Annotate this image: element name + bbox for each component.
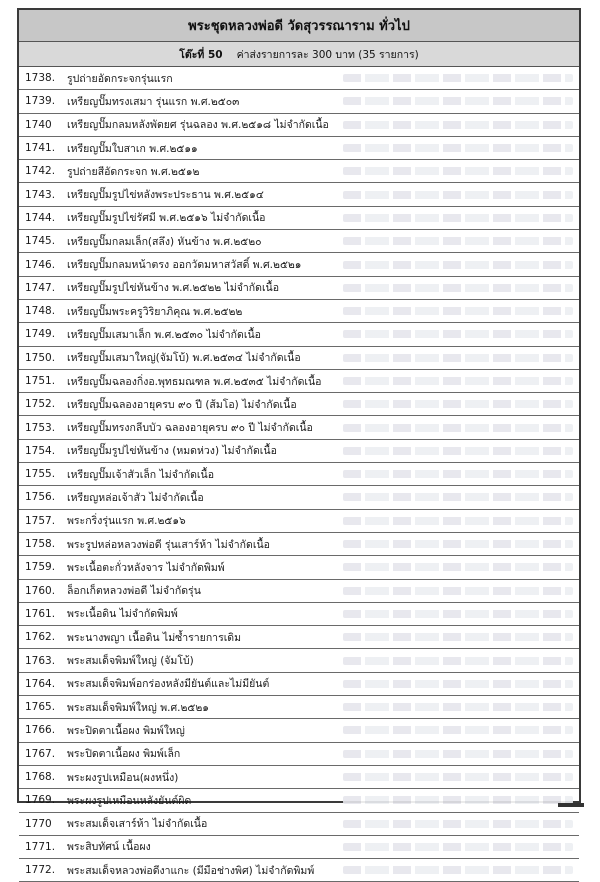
item-description: พระปิดตาเนื้อผง พิมพ์เล็ก: [67, 748, 181, 761]
item-description: เหรียญหล่อเจ้าสัว ไม่จำกัดเนื้อ: [67, 491, 204, 504]
item-rows: [19, 67, 579, 882]
table-row: [19, 323, 579, 346]
item-description: เหรียญปั๊มเสมาใหญ่(จัมโบ้) พ.ศ.๒๕๓๔ ไม่จำกัดเนื้อ: [67, 352, 301, 365]
item-description: พระผงรูปเหมือนหลังยันต์ผิด: [67, 794, 192, 807]
item-number: 1753.: [25, 421, 56, 434]
item-number: 1771.: [25, 840, 56, 853]
table-row: [19, 743, 579, 766]
table-row: [19, 859, 579, 882]
item-number: 1772.: [25, 864, 56, 877]
bleed-through-text: [343, 493, 573, 501]
item-number: 1766.: [25, 724, 56, 737]
item-number: 1745.: [25, 235, 56, 248]
bleed-through-text: [343, 563, 573, 571]
table-row: [19, 580, 579, 603]
table-row: [19, 766, 579, 789]
bleed-through-text: [343, 144, 573, 152]
table-row: [19, 207, 579, 230]
item-number: 1750.: [25, 351, 56, 364]
bleed-through-text: [343, 447, 573, 455]
table-title-bar: [19, 10, 579, 42]
bleed-through-text: [343, 820, 573, 828]
item-description: พระสมเด็จพิมพ์อกร่องหลังมียันต์และไม่มียันต์: [67, 678, 270, 691]
item-number: 1742.: [25, 165, 56, 178]
table-row: [19, 160, 579, 183]
item-description: พระผงรูปเหมือน(ผงหนึ่ง): [67, 771, 179, 784]
item-description: เหรียญปั๊มฉลองกิ่งอ.พุทธมณฑล พ.ศ.๒๕๓๕ ไม่จำกัดเนื้อ: [67, 375, 322, 388]
item-number: 1739.: [25, 95, 56, 108]
bleed-through-text: [343, 540, 573, 548]
item-description: พระปิดตาเนื้อผง พิมพ์ใหญ่: [67, 724, 185, 737]
bleed-through-text: [343, 843, 573, 851]
item-number: 1757.: [25, 514, 56, 527]
table-row: [19, 393, 579, 416]
item-number: 1749.: [25, 328, 56, 341]
item-number: 1768.: [25, 771, 56, 784]
table-row: [19, 510, 579, 533]
item-number: 1751.: [25, 375, 56, 387]
table-row: [19, 90, 579, 113]
item-description: เหรียญปั๊มกลมเล็ก(สลึง) หันข้าง พ.ศ.๒๕๒๐: [67, 235, 262, 248]
table-row: [19, 370, 579, 393]
item-description: เหรียญปั๊มเสมาเล็ก พ.ศ.๒๕๓๐ ไม่จำกัดเนื้อ: [67, 328, 261, 341]
item-description: รูปถ่ายอัดกระจกรุ่นแรก: [67, 72, 173, 85]
item-number: 1752.: [25, 398, 56, 411]
table-row: [19, 253, 579, 276]
bleed-through-text: [343, 633, 573, 641]
item-description: เหรียญปั๊มฉลองอายุครบ ๙๐ ปี (ส้มโอ) ไม่จำกัดเนื้อ: [67, 398, 297, 411]
item-description: พระสมเด็จพิมพ์ใหญ่ (จัมโบ้): [67, 655, 194, 668]
bleed-through-text: [343, 657, 573, 665]
item-number: 1759.: [25, 561, 56, 574]
item-number: 1767.: [25, 747, 56, 760]
bleed-through-text: [343, 214, 573, 222]
bleed-through-text: [343, 796, 573, 804]
bleed-through-text: [343, 610, 573, 618]
lot-label: โต๊ะที่ 50: [179, 48, 223, 61]
item-number: 1764.: [25, 677, 56, 690]
lot-info: ค่าส่งรายการละ 300 บาท (35 รายการ): [236, 48, 419, 61]
bleed-through-text: [343, 261, 573, 269]
item-number: 1765.: [25, 701, 56, 714]
item-number: 1755.: [25, 468, 56, 481]
table-row: [19, 813, 579, 836]
item-number: 1761.: [25, 607, 56, 620]
item-number: 1762.: [25, 631, 56, 644]
item-description: พระเนื้อตะกั่วหลังจาร ไม่จำกัดพิมพ์: [67, 561, 225, 574]
item-description: พระสมเด็จพิมพ์ใหญ่ พ.ศ.๒๕๒๑: [67, 701, 209, 714]
bleed-through-text: [343, 587, 573, 595]
table-row: [19, 347, 579, 370]
table-row: [19, 486, 579, 509]
item-description: พระนางพญา เนื้อดิน ไม่ซ้ำรายการเดิม: [67, 631, 242, 644]
table-row: [19, 789, 579, 812]
item-number: 1741.: [25, 142, 56, 155]
item-description: เหรียญปั๊มรูปไข่รัศมี พ.ศ.๒๕๑๖ ไม่จำกัดเนื้อ: [67, 212, 266, 225]
item-description: เหรียญปั๊มเจ้าสัวเล็ก ไม่จำกัดเนื้อ: [67, 468, 214, 481]
item-number: 1763.: [25, 654, 56, 667]
table-row: [19, 67, 579, 90]
item-description: เหรียญปั๊มรูปไข่หันข้าง พ.ศ.๒๕๒๒ ไม่จำกัดเนื้อ: [67, 282, 280, 295]
item-number: 1770: [25, 817, 52, 830]
bleed-through-text: [343, 470, 573, 478]
bleed-through-text: [343, 237, 573, 245]
item-description: เหรียญปั๊มพระครูวิริยาภิคุณ พ.ศ.๒๕๒๒: [67, 305, 243, 318]
item-description: เหรียญปั๊มทรงกลีบบัว ฉลองอายุครบ ๙๐ ปี ไม่จำกัดเนื้อ: [67, 422, 313, 435]
item-number: 1743.: [25, 188, 56, 201]
item-description: พระกริ่งรุ่นแรก พ.ศ.๒๕๑๖: [67, 515, 186, 528]
bleed-through-text: [343, 773, 573, 781]
bleed-through-text: [343, 74, 573, 82]
bleed-through-text: [343, 330, 573, 338]
table-row: [19, 300, 579, 323]
table-row: [19, 719, 579, 742]
bleed-through-text: [343, 703, 573, 711]
item-number: 1740: [25, 118, 52, 131]
auction-list-table: [17, 8, 581, 877]
item-description: เหรียญปั๊มกลมหน้าตรง ออกวัดมหาสวัสดิ์ พ.ศ.๒๕๒๑: [67, 259, 302, 272]
bleed-through-text: [343, 354, 573, 362]
table-row: [19, 230, 579, 253]
item-number: 1769.: [25, 794, 56, 807]
table-title: พระชุดหลวงพ่อดี วัดสุวรรณาราม ทั่วไป: [188, 19, 410, 34]
bleed-through-text: [343, 750, 573, 758]
item-number: 1754.: [25, 444, 56, 457]
bleed-through-text: [343, 424, 573, 432]
table-row: [19, 137, 579, 160]
table-row: [19, 416, 579, 439]
item-description: พระรูปหล่อหลวงพ่อดี รุ่นเสาร์ห้า ไม่จำกัดเนื้อ: [67, 538, 270, 551]
item-description: เหรียญปั๊มทรงเสมา รุ่นแรก พ.ศ.๒๕๐๓: [67, 95, 240, 108]
item-description: พระสมเด็จหลวงพ่อดีงาแกะ (มีมือช่างพิศ) ไม่จำกัดพิมพ์: [67, 864, 315, 877]
item-description: พระสมเด็จเสาร์ห้า ไม่จำกัดเนื้อ: [67, 818, 208, 831]
table-row: [19, 626, 579, 649]
item-description: พระเนื้อดิน ไม่จำกัดพิมพ์: [67, 608, 178, 621]
bleed-through-text: [343, 680, 573, 688]
bleed-through-text: [343, 400, 573, 408]
bleed-through-text: [343, 167, 573, 175]
item-description: รูปถ่ายสีอัดกระจก พ.ศ.๒๕๑๒: [67, 165, 200, 178]
item-description: ล็อกเก็ตหลวงพ่อดี ไม่จำกัดรุ่น: [67, 585, 201, 598]
bleed-through-text: [343, 307, 573, 315]
bleed-through-text: [343, 866, 573, 874]
item-description: เหรียญปั๊มรูปไข่หันข้าง (หมดห่วง) ไม่จำกัดเนื้อ: [67, 445, 277, 458]
item-description: เหรียญปั๊มกลมหลังพัดยศ รุ่นฉลอง พ.ศ.๒๕๑๘ ไม่จำกัดเนื้อ: [67, 119, 329, 132]
table-row: [19, 183, 579, 206]
item-number: 1744.: [25, 211, 56, 224]
item-number: 1758.: [25, 538, 56, 551]
item-number: 1756.: [25, 491, 56, 504]
item-number: 1747.: [25, 281, 56, 294]
item-description: เหรียญปั๊มรูปไข่หลังพระประธาน พ.ศ.๒๕๑๔: [67, 189, 264, 202]
item-description: พระสิบทัศน์ เนื้อผง: [67, 841, 151, 854]
table-row: [19, 440, 579, 463]
bleed-through-text: [343, 284, 573, 292]
table-row: [19, 603, 579, 626]
lot-info-bar: [19, 42, 579, 67]
item-number: 1738.: [25, 72, 56, 85]
item-number: 1760.: [25, 584, 56, 597]
item-description: เหรียญปั๊มใบสาเก พ.ศ.๒๕๑๑: [67, 142, 198, 155]
bleed-through-text: [343, 97, 573, 105]
table-row: [19, 114, 579, 137]
table-row: [19, 836, 579, 859]
table-row: [19, 673, 579, 696]
item-number: 1748.: [25, 305, 56, 318]
table-row: [19, 277, 579, 300]
table-row: [19, 463, 579, 486]
bleed-through-text: [343, 377, 573, 385]
table-row: [19, 556, 579, 579]
bleed-through-text: [343, 726, 573, 734]
page-edge-tab: [558, 803, 584, 807]
bleed-through-text: [343, 121, 573, 129]
item-number: 1746.: [25, 258, 56, 271]
bleed-through-text: [343, 191, 573, 199]
table-row: [19, 533, 579, 556]
bleed-through-text: [343, 517, 573, 525]
table-row: [19, 696, 579, 719]
table-row: [19, 649, 579, 672]
